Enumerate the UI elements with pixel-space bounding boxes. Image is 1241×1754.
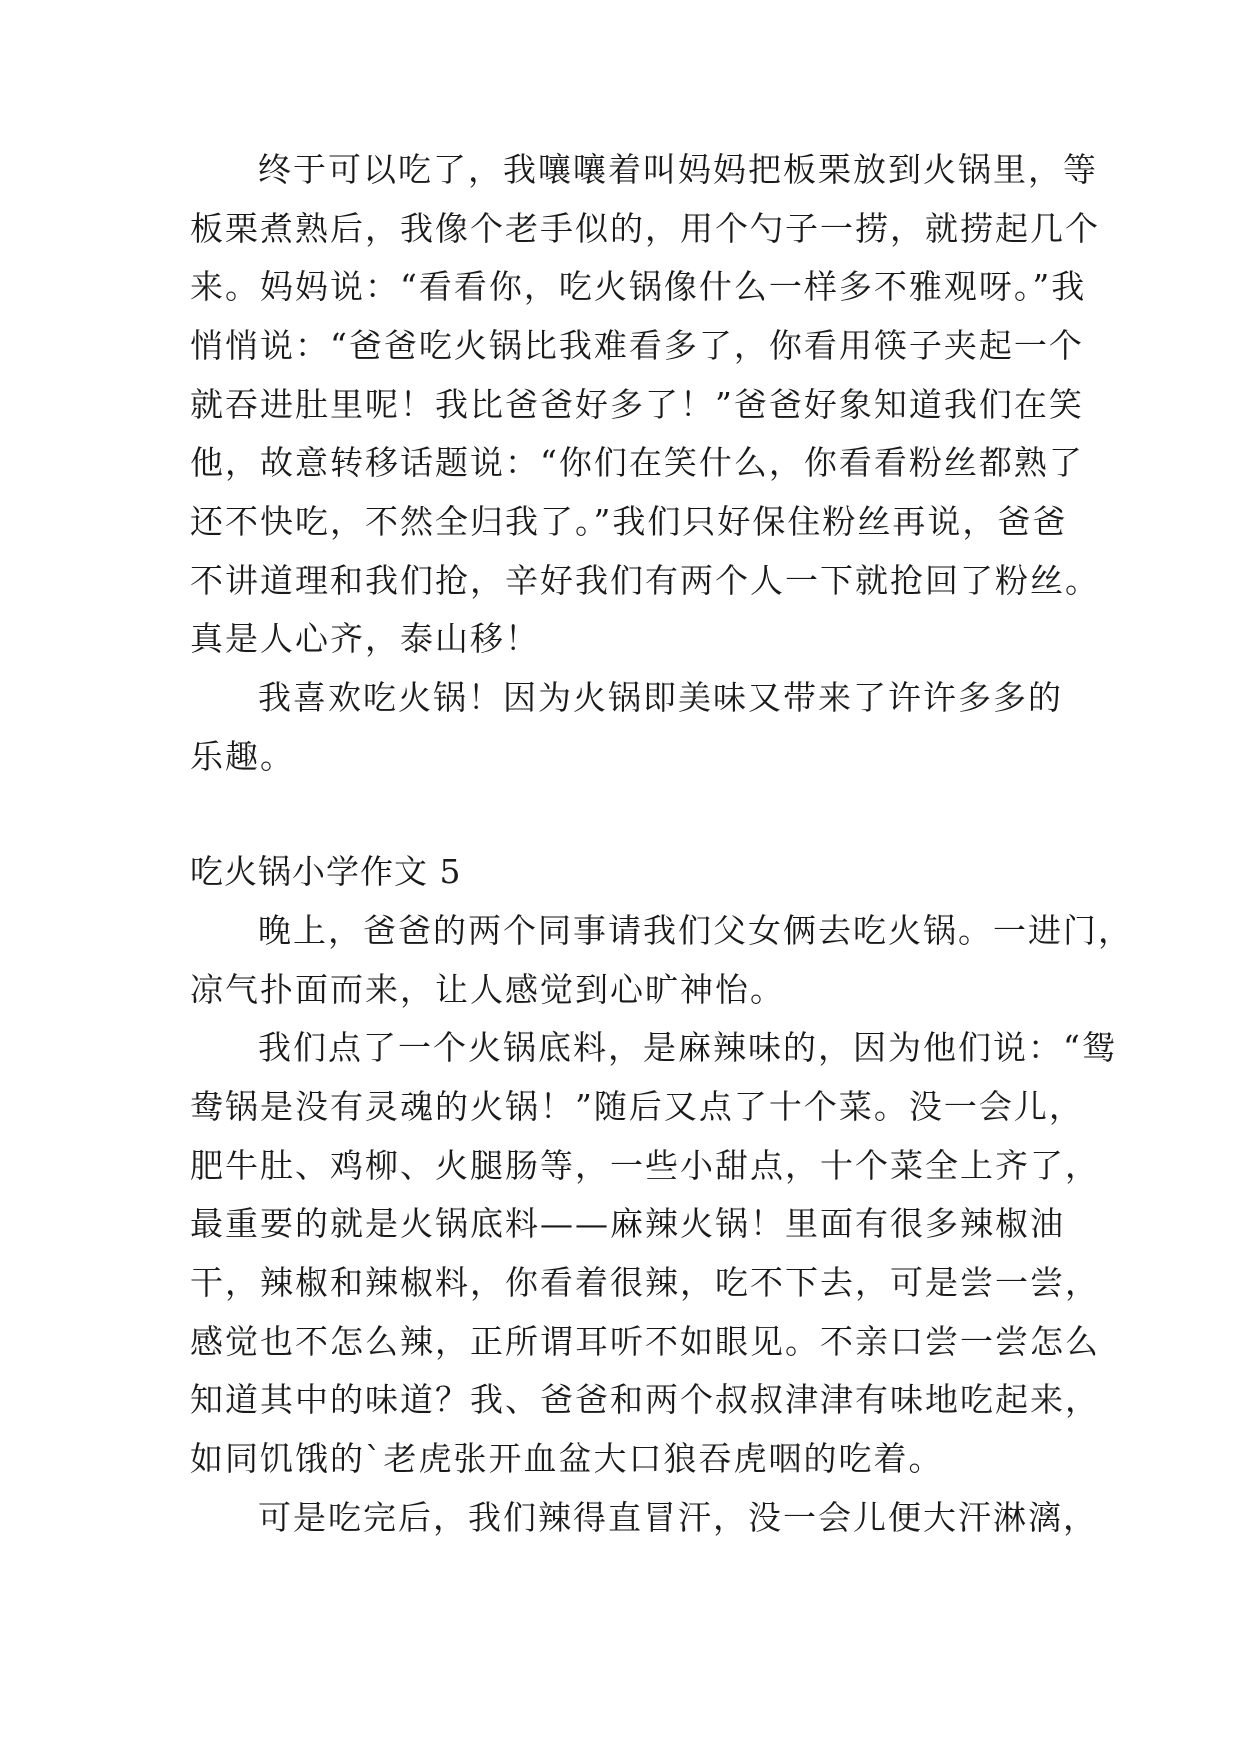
text-line: 感觉也不怎么辣，正所谓耳听不如眼见。不亲口尝一尝怎么 bbox=[190, 1322, 1100, 1361]
text-line: 凉气扑面而来，让人感觉到心旷神怡。 bbox=[190, 970, 785, 1009]
text-line: 知道其中的味道？我、爸爸和两个叔叔津津有味地吃起来， bbox=[190, 1380, 1100, 1419]
text-line: 板栗煮熟后，我像个老手似的，用个勺子一捞，就捞起几个 bbox=[190, 209, 1100, 248]
text-line: 我喜欢吃火锅！因为火锅即美味又带来了许许多多的 bbox=[258, 678, 1063, 717]
text-line: 如同饥饿的`老虎张开血盆大口狼吞虎咽的吃着。 bbox=[190, 1439, 944, 1478]
text-line: 就吞进肚里呢！我比爸爸好多了！”爸爸好象知道我们在笑 bbox=[190, 385, 1084, 424]
text-line: 最重要的就是火锅底料——麻辣火锅！里面有很多辣椒油 bbox=[190, 1204, 1065, 1243]
text-line: 来。妈妈说：“看看你，吃火锅像什么一样多不雅观呀。”我 bbox=[190, 267, 1087, 306]
text-line: 乐趣。 bbox=[190, 737, 295, 776]
text-line: 还不快吃，不然全归我了。”我们只好保住粉丝再说，爸爸 bbox=[190, 502, 1068, 541]
text-line: 肥牛肚、鸡柳、火腿肠等，一些小甜点，十个菜全上齐了， bbox=[190, 1146, 1100, 1185]
text-line: 真是人心齐，泰山移！ bbox=[190, 619, 540, 658]
text-line: 我们点了一个火锅底料，是麻辣味的，因为他们说：“鸳 bbox=[258, 1028, 1117, 1067]
text-line: 悄悄说：“爸爸吃火锅比我难看多了，你看用筷子夹起一个 bbox=[190, 326, 1084, 365]
text-line: 晚上，爸爸的两个同事请我们父女俩去吃火锅。一进门， bbox=[258, 911, 1133, 950]
text-line: 终于可以吃了，我嚷嚷着叫妈妈把板栗放到火锅里，等 bbox=[258, 150, 1098, 189]
text-line: 可是吃完后，我们辣得直冒汗，没一会儿便大汗淋漓， bbox=[258, 1498, 1098, 1537]
text-line: 干，辣椒和辣椒料，你看着很辣，吃不下去，可是尝一尝， bbox=[190, 1263, 1100, 1302]
section-title: 吃火锅小学作文 5 bbox=[190, 852, 462, 891]
text-line: 不讲道理和我们抢，辛好我们有两个人一下就抢回了粉丝。 bbox=[190, 561, 1100, 600]
text-line: 他，故意转移话题说：“你们在笑什么，你看看粉丝都熟了 bbox=[190, 443, 1084, 482]
text-line: 鸯锅是没有灵魂的火锅！”随后又点了十个菜。没一会儿， bbox=[190, 1087, 1084, 1126]
